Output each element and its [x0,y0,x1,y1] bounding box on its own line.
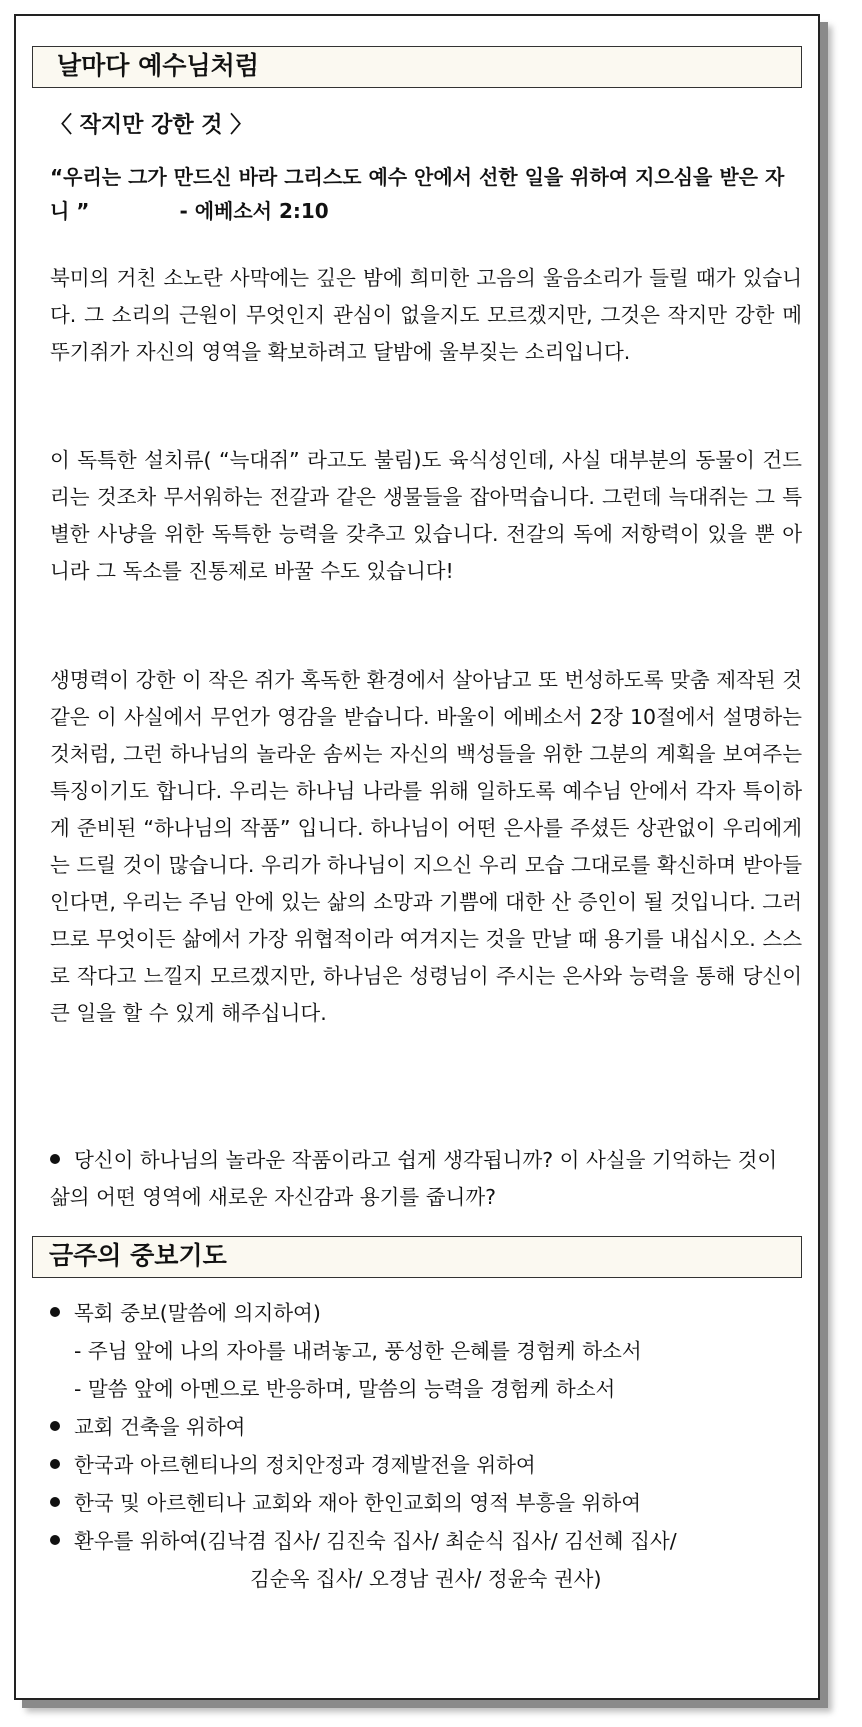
list-subitem: - 말씀 앞에 아멘으로 반응하며, 말씀의 능력을 경험케 하소서 [74,1377,616,1401]
prayer-header [32,1236,802,1278]
devotional-title: 날마다 예수님처럼 [57,51,259,80]
bullet-icon [50,1154,60,1164]
paragraph-3: 생명력이 강한 이 작은 쥐가 혹독한 환경에서 살아남고 또 번성하도록 맞춤 제작된 것 같은 이 사실에서 무언가 영감을 받습니다. 바울이 에베소서 2장 10절에서 설명하는 것처럼, 그런 하나님의 놀라운 솜씨는 자신의 백성들을 위한 그분의 계획을 보여주는 특징이기도 합니다. 우리는 하나님 나라를 위해 일하도록 예수님 안에서 각자 특이하게 준비된 “하나님의 작품” 입니다. 하나님이 어떤 은사를 주셨든 상관없이 우리에게는 드릴 것이 많습니다. 우리가 하나님이 지으신 우리 모습 그대로를 확신하며 받아들인다면, 우리는 주님 안에 있는 삶의 소망과 기쁨에 대한 산 증인이 될 것입니다. 그러므로 무엇이든 삶에서 가장 위협적이라 여겨지는 것을 만날 때 용기를 내십시오. 스스로 작다고 느낄지 모르겠지만, 하나님은 성령님이 주시는 은사와 능력을 통해 당신이 큰 일을 할 수 있게 해주십니다. [50,668,802,1025]
reflection-question [50,1142,802,1216]
verse-reference: - 에베소서 2:10 [179,199,329,223]
devotional-subtitle: 〈 작지만 강한 것 〉 [50,113,253,138]
devotional-header [32,46,802,88]
bullet-icon [50,1459,60,1469]
list-item: 한국 및 아르헨티나 교회와 재아 한인교회의 영적 부흥을 위하여 [50,1484,810,1522]
question-text: 당신이 하나님의 놀라운 작품이라고 쉽게 생각됩니까? 이 사실을 기억하는 것이 삶의 어떤 영역에 새로운 자신감과 용기를 줍니까? [50,1148,778,1209]
verse-text: “우리는 그가 만드신 바라 그리스도 예수 안에서 선한 일을 위하여 지으심을 받은 자니 ” [50,165,785,223]
scripture-verse [50,160,800,228]
prayer-list [50,1294,810,1598]
list-item: 한국과 아르헨티나의 정치안정과 경제발전을 위하여 [50,1446,810,1484]
paragraph-1: 북미의 거친 소노란 사막에는 깊은 밤에 희미한 고음의 울음소리가 들릴 때가 있습니다. 그 소리의 근원이 무엇인지 관심이 없을지도 모르겠지만, 그것은 작지만 강한 메뚜기쥐가 자신의 영역을 확보하려고 달밤에 울부짖는 소리입니다. [50,266,802,364]
bullet-icon [50,1307,60,1317]
prayer-title: 금주의 중보기도 [49,1241,227,1270]
bulletin-page [14,14,820,1700]
paragraph-2: 이 독특한 설치류( “늑대쥐” 라고도 불림)도 육식성인데, 사실 대부분의 동물이 건드리는 것조차 무서워하는 전갈과 같은 생물들을 잡아먹습니다. 그런데 늑대쥐는 그 특별한 사냥을 위한 독특한 능력을 갖추고 있습니다. 전갈의 독에 저항력이 있을 뿐 아니라 그 독소를 진통제로 바꿀 수도 있습니다! [50,448,802,583]
list-item: 목회 중보(말씀에 의지하여) [50,1294,810,1332]
list-item: 환우를 위하여(김낙겸 집사/ 김진숙 집사/ 최순식 집사/ 김선혜 집사/ [50,1522,810,1560]
list-item-continuation: 김순옥 집사/ 오경남 권사/ 정윤숙 권사) [250,1567,602,1591]
bullet-icon [50,1497,60,1507]
bullet-icon [50,1421,60,1431]
list-subitem: - 주님 앞에 나의 자아를 내려놓고, 풍성한 은혜를 경험케 하소서 [74,1339,642,1363]
bullet-icon [50,1535,60,1545]
list-item: 교회 건축을 위하여 [50,1408,810,1446]
